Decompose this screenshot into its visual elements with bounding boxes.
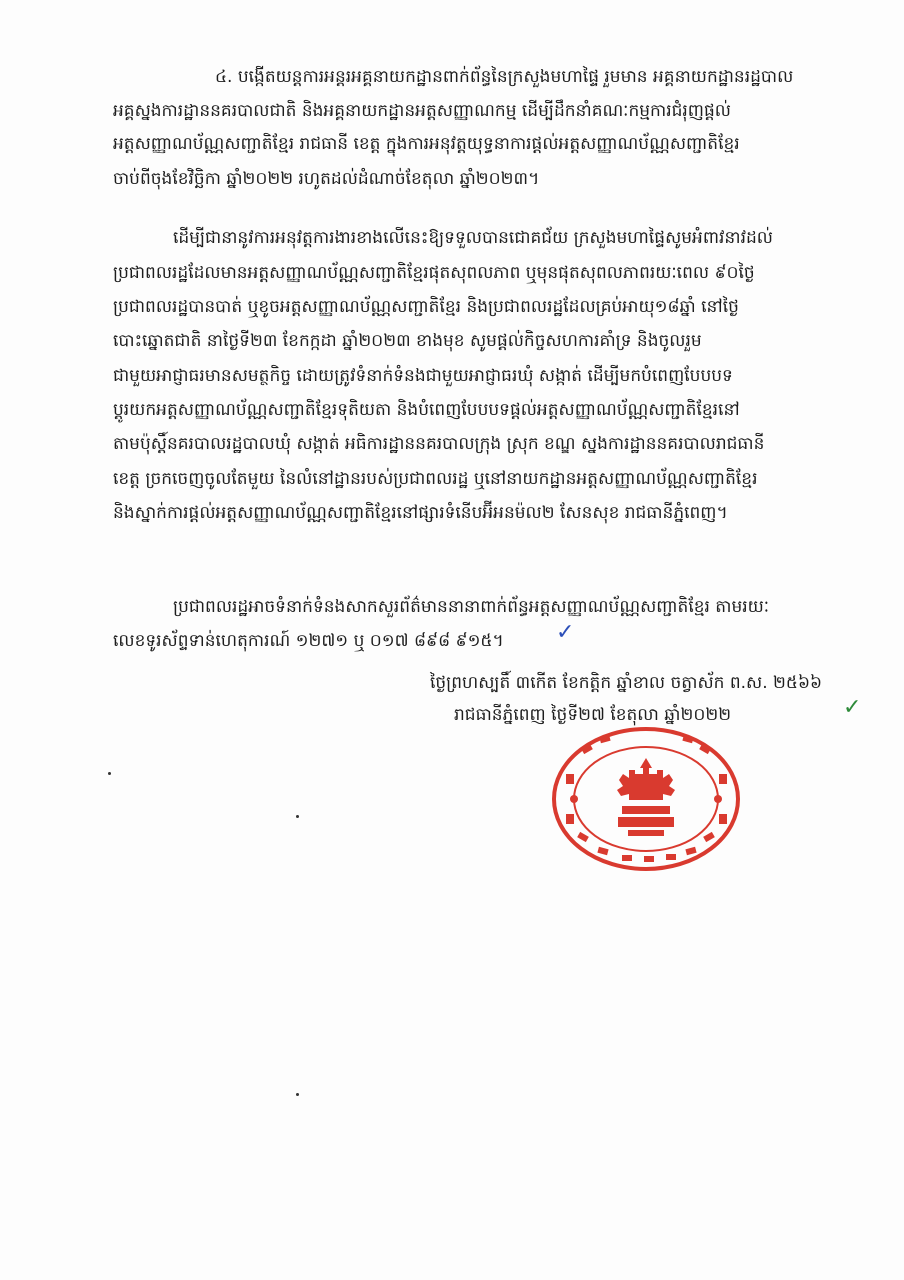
paragraph-line: អគ្គស្នងការដ្ឋាននគរបាលជាតិ និងអគ្គនាយកដ្ឋានអត្តសញ្ញាណកម្ម ដើម្បីដឹកនាំគណៈកម្មការជំរុញផ្តល់ [113,101,731,121]
paragraph-line: ប្រជាពលរដ្ឋអាចទំនាក់ទំនងសាកសួរព័ត៌មាននានាពាក់ព័ន្ធអត្តសញ្ញាណប័ណ្ណសញ្ជាតិខ្មែរ តាមរយៈ [173,597,770,617]
paragraph-line: ប្រជាពលរដ្ឋដែលមានអត្តសញ្ញាណប័ណ្ណសញ្ជាតិខ្មែរផុតសុពលភាព ឬមុនផុតសុពលភាពរយៈពេល ៩០ថ្ងៃ [113,263,755,283]
paragraph-line: និងស្នាក់ការផ្តល់អត្តសញ្ញាណប័ណ្ណសញ្ជាតិខ្មែរនៅផ្សារទំនើបអ៊ីអនម៉ល២ សែនសុខ រាជធានីភ្នំពេញ។ [113,503,728,523]
paragraph-line: ខេត្ត ច្រកចេញចូលតែមួយ នៃលំនៅដ្ឋានរបស់ប្រជាពលរដ្ឋ ឬនៅនាយកដ្ឋានអត្តសញ្ញាណប័ណ្ណសញ្ជាតិខ្មែរ [113,469,758,489]
paragraph-line: ៤. បង្កើតយន្តការអន្តរអគ្គនាយកដ្ឋានពាក់ព័ន្ធនៃក្រសួងមហាផ្ទៃ រួមមាន អគ្គនាយកដ្ឋានរដ្ឋបាល [215,67,794,87]
ministry-seal-icon [548,724,744,874]
paragraph-line: ដើម្បីជានានូវការអនុវត្តការងារខាងលើនេះឱ្យទទួលបានជោគជ័យ ក្រសួងមហាផ្ទៃសូមអំពាវនាវដល់ [173,228,773,248]
paragraph-line: តាមប៉ុស្តិ៍នគរបាលរដ្ឋបាលឃុំ សង្កាត់ អធិការដ្ឋាននគរបាលក្រុង ស្រុក ខណ្ឌ ស្នងការដ្ឋាននគរបាលរាជធានី [113,434,765,454]
paragraph-line: ប្រជាពលរដ្ឋបានបាត់ ឬខូចអត្តសញ្ញាណប័ណ្ណសញ្ជាតិខ្មែរ និងប្រជាពលរដ្ឋដែលគ្រប់អាយុ១៨ឆ្នាំ នៅថ្ងៃ [113,297,739,317]
scan-dot [108,772,111,775]
checkmark-icon: ✓ [556,620,575,645]
paragraph-line: លេខទូរស័ព្ទទាន់ហេតុការណ៍ ១២៧១ ឬ ០១៧ ៨៩៨ ៩១៥។ [113,631,504,651]
scan-dot [296,1093,299,1096]
solar-date: រាជធានីភ្នំពេញ ថ្ងៃទី២៧ ខែតុលា ឆ្នាំ២០២២ [454,705,732,725]
paragraph-line: បោះឆ្នោតជាតិ នាថ្ងៃទី២៣ ខែកក្កដា ឆ្នាំ២០២៣ ខាងមុខ សូមផ្តល់កិច្ចសហការគាំទ្រ និងចូលរួម [113,331,702,351]
paragraph-line: អត្តសញ្ញាណប័ណ្ណសញ្ជាតិខ្មែរ រាជធានី ខេត្ត ក្នុងការអនុវត្តយុទ្ធនាការផ្តល់អត្តសញ្ញាណប័ណ្ណសញ្ជាតិខ្មែរ [113,134,740,154]
scan-dot [296,815,299,818]
paragraph-line: ជាមួយអាជ្ញាធរមានសមត្ថកិច្ច ដោយត្រូវទំនាក់ទំនងជាមួយអាជ្ញាធរឃុំ សង្កាត់ ដើម្បីមកបំពេញបែបបទ [113,366,733,386]
lunar-date: ថ្ងៃព្រហស្បតិ៍ ៣កើត ខែកត្តិក ឆ្នាំខាល ចត្វាស័ក ព.ស. ២៥៦៦ [430,673,823,693]
paragraph-line: ប្តូរយកអត្តសញ្ញាណប័ណ្ណសញ្ជាតិខ្មែរទុតិយតា និងបំពេញបែបបទផ្តល់អត្តសញ្ញាណប័ណ្ណសញ្ជាតិខ្មែរនៅ [113,400,740,420]
paragraph-line: ចាប់ពីចុងខែវិច្ឆិកា ឆ្នាំ២០២២ រហូតដល់ដំណាច់ខែតុលា ឆ្នាំ២០២៣។ [113,169,540,189]
checkmark-icon: ✓ [843,695,862,720]
